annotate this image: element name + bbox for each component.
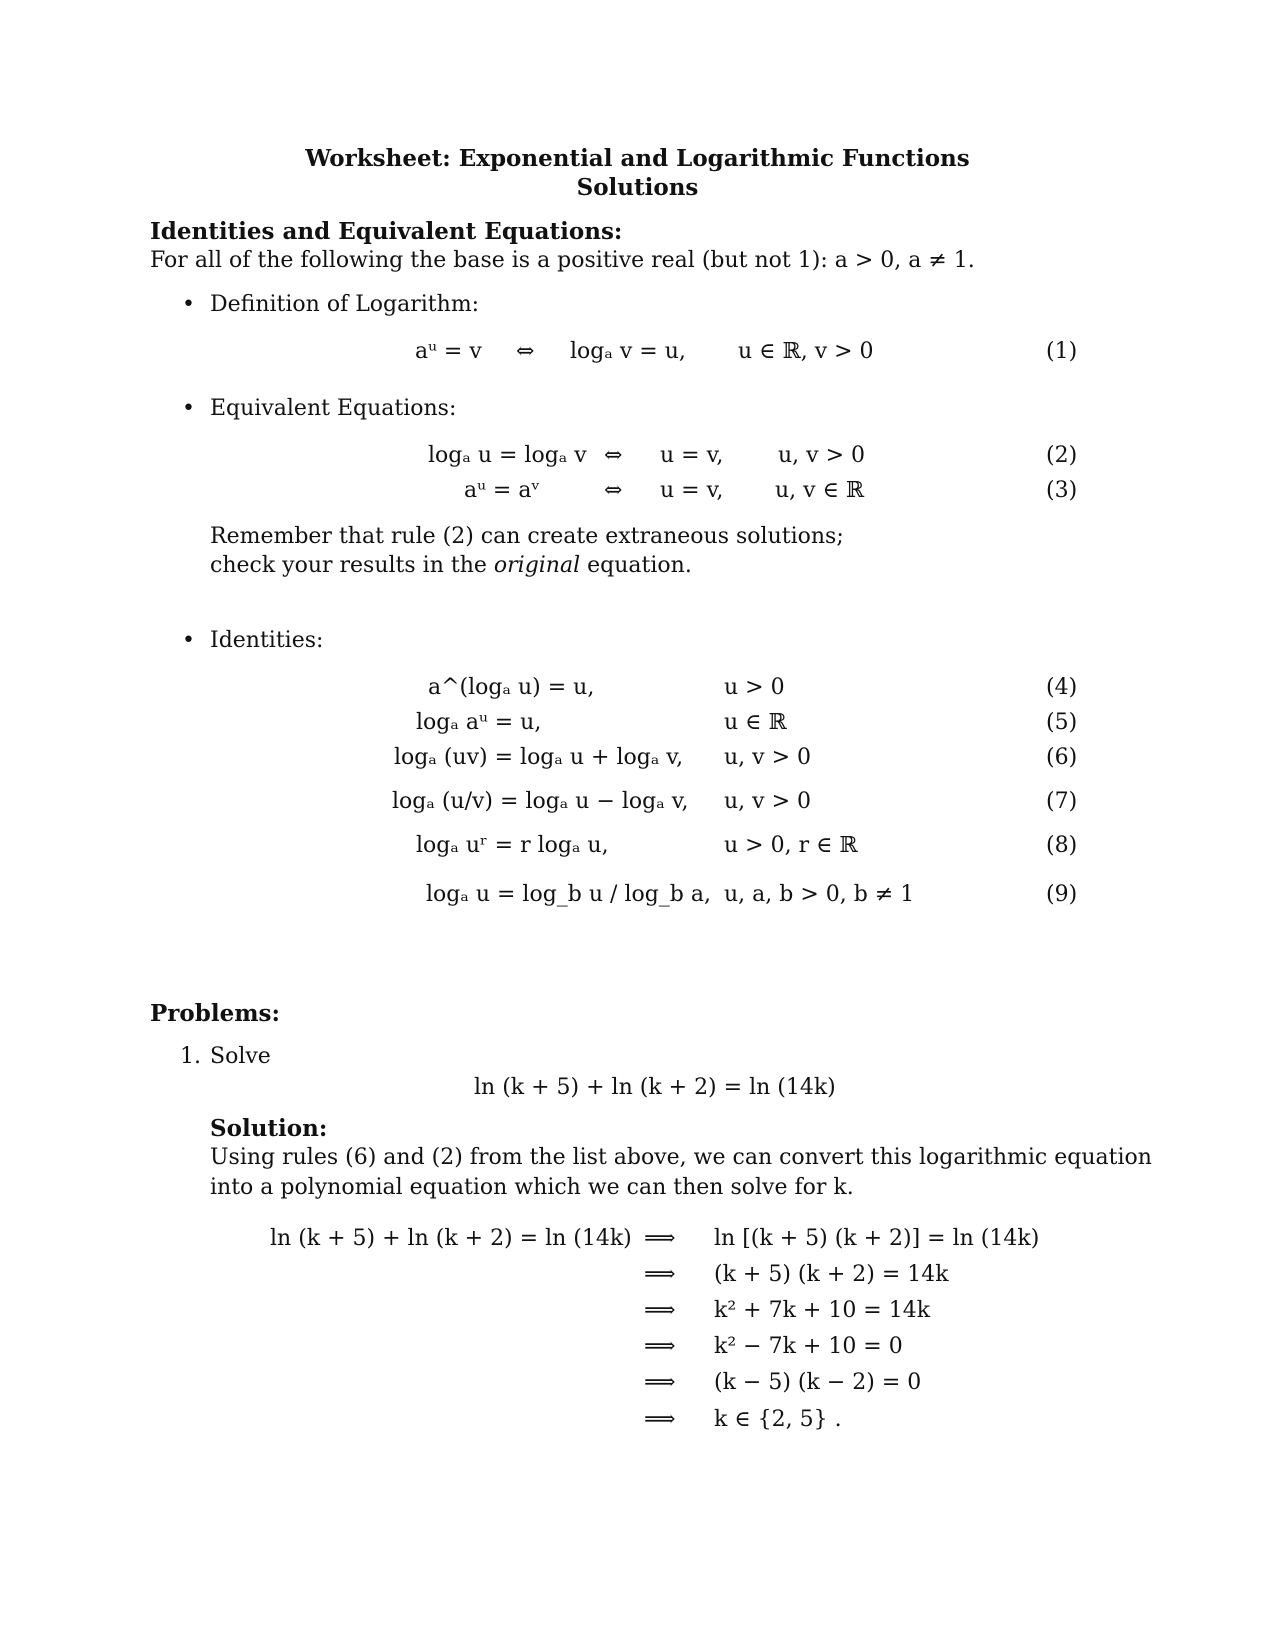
- equation-number: (5): [1046, 710, 1078, 735]
- solution-heading: Solution:: [210, 1115, 328, 1142]
- implies-arrow: ⟹: [644, 1407, 676, 1432]
- solution-step: k ∈ {2, 5} .: [714, 1407, 842, 1432]
- intro-text: For all of the following the base is a positive real (but not 1): a > 0, a ≠ 1.: [150, 248, 975, 273]
- equation-number: (8): [1046, 833, 1078, 858]
- solution-step: (k + 5) (k + 2) = 14k: [714, 1262, 949, 1287]
- problem-number: 1.: [180, 1044, 201, 1069]
- solution-line-2: into a polynomial equation which we can then solve for k.: [210, 1175, 854, 1200]
- problem-label: Solve: [210, 1044, 271, 1069]
- solution-line-1: Using rules (6) and (2) from the list above, we can convert this logarithmic equation: [210, 1145, 1152, 1170]
- identity-lhs: a^(logₐ u) = u,: [428, 675, 595, 700]
- identity-condition: u, a, b > 0, b ≠ 1: [724, 882, 915, 907]
- equation-number: (4): [1046, 675, 1078, 700]
- solution-step: k² − 7k + 10 = 0: [714, 1334, 903, 1359]
- equation-number: (3): [1046, 478, 1078, 503]
- note-line-2: check your results in the original equation.: [210, 553, 692, 578]
- equation-number: (6): [1046, 745, 1078, 770]
- emphasis-original: original: [493, 553, 581, 578]
- equivalent-condition: u, v > 0: [778, 443, 866, 468]
- identity-lhs: logₐ u = log_b u / log_b a,: [426, 882, 711, 907]
- problems-heading: Problems:: [150, 1000, 280, 1027]
- bullet-icon: •: [182, 396, 195, 421]
- definition-label: Definition of Logarithm:: [210, 292, 480, 317]
- equation-number: (1): [1046, 339, 1078, 364]
- definition-lhs: aᵘ = v: [415, 339, 482, 364]
- solution-step: (k − 5) (k − 2) = 0: [714, 1370, 922, 1395]
- page-title: Worksheet: Exponential and Logarithmic Functions: [305, 145, 970, 172]
- bullet-icon: •: [182, 292, 195, 317]
- equation-number: (2): [1046, 443, 1078, 468]
- bullet-icon: •: [182, 628, 195, 653]
- identity-condition: u ∈ ℝ: [724, 710, 787, 735]
- equivalent-lhs: logₐ u = logₐ v: [428, 443, 587, 468]
- identity-condition: u, v > 0: [724, 789, 812, 814]
- implies-arrow: ⟹: [644, 1334, 676, 1359]
- identity-lhs: logₐ (u/v) = logₐ u − logₐ v,: [392, 789, 689, 814]
- implies-arrow: ⟹: [644, 1370, 676, 1395]
- identities-label: Identities:: [210, 628, 324, 653]
- identity-condition: u, v > 0: [724, 745, 812, 770]
- identity-condition: u > 0, r ∈ ℝ: [724, 833, 858, 858]
- identity-condition: u > 0: [724, 675, 785, 700]
- definition-arrow: ⇔: [516, 339, 535, 364]
- definition-rhs: logₐ v = u,: [570, 339, 686, 364]
- equivalent-rhs: u = v,: [660, 443, 724, 468]
- equation-number: (9): [1046, 882, 1078, 907]
- identities-heading: Identities and Equivalent Equations:: [150, 218, 623, 245]
- implies-arrow: ⟹: [644, 1226, 676, 1251]
- equivalent-arrow: ⇔: [604, 478, 623, 503]
- equivalent-arrow: ⇔: [604, 443, 623, 468]
- definition-condition: u ∈ ℝ, v > 0: [738, 339, 874, 364]
- identity-lhs: logₐ aᵘ = u,: [416, 710, 542, 735]
- solution-step: ln [(k + 5) (k + 2)] = ln (14k): [714, 1226, 1040, 1251]
- problem-equation: ln (k + 5) + ln (k + 2) = ln (14k): [474, 1075, 836, 1100]
- implies-arrow: ⟹: [644, 1298, 676, 1323]
- identity-lhs: logₐ uʳ = r logₐ u,: [416, 833, 609, 858]
- equivalent-rhs: u = v,: [660, 478, 724, 503]
- equation-number: (7): [1046, 789, 1078, 814]
- page-subtitle: Solutions: [576, 174, 699, 201]
- implies-arrow: ⟹: [644, 1262, 676, 1287]
- note-line-1: Remember that rule (2) can create extraneous solutions;: [210, 524, 844, 549]
- equivalent-lhs: aᵘ = aᵛ: [464, 478, 540, 503]
- identity-lhs: logₐ (uv) = logₐ u + logₐ v,: [394, 745, 684, 770]
- solution-step: k² + 7k + 10 = 14k: [714, 1298, 931, 1323]
- equivalent-label: Equivalent Equations:: [210, 396, 457, 421]
- steps-lhs: ln (k + 5) + ln (k + 2) = ln (14k): [270, 1226, 632, 1251]
- equivalent-condition: u, v ∈ ℝ: [775, 478, 865, 503]
